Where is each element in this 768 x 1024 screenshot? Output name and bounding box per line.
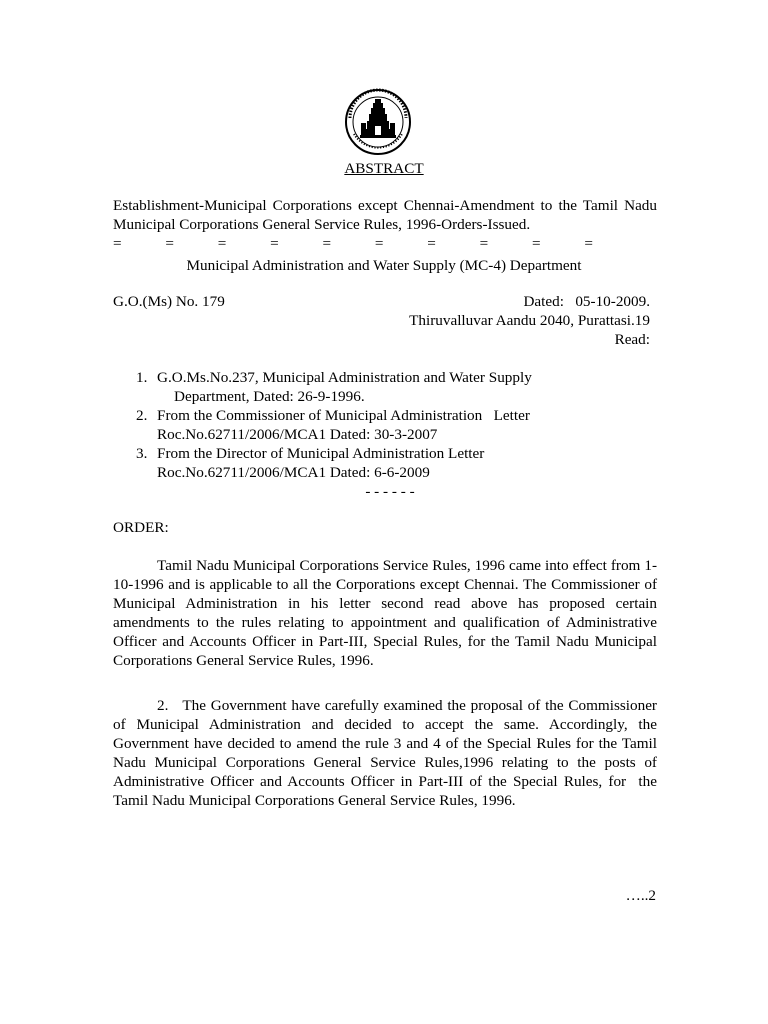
reference-text: From the Commissioner of Municipal Administration Letter bbox=[157, 407, 530, 424]
separator-row bbox=[113, 234, 593, 253]
separator-mark: = bbox=[427, 235, 436, 252]
paragraph-2-text: 2. The Government have carefully examined the proposal of the Commissioner of Municipal Administration and decided to accept the same. Accordingly, the Government have decided to amend the rule 3 and 4 of the Special Rules for the Tamil Nadu Municipal Corporations General Service Rules,1996 relating to the posts of Administrative Officer and Accounts Officer in Part-III of the Special Rules, for the Tamil Nadu Municipal Corporations General Service Rules, 1996. bbox=[113, 697, 661, 809]
paragraph-2 bbox=[113, 696, 661, 810]
subject-line: Establishment-Municipal Corporations except Chennai-Amendment to the Tamil Nadu Municipal Corporations General Service Rules, 1996-Orders-Issued. bbox=[113, 197, 657, 233]
reference-text: From the Director of Municipal Administration Letter bbox=[157, 445, 485, 462]
government-emblem-icon bbox=[344, 88, 412, 156]
reference-item bbox=[113, 406, 657, 444]
abstract-title: ABSTRACT bbox=[344, 160, 424, 177]
reference-number: 2. bbox=[136, 407, 148, 424]
separator-mark: = bbox=[532, 235, 541, 252]
paragraph-1 bbox=[113, 556, 657, 670]
separator-mark: = bbox=[217, 235, 227, 252]
tamil-calendar-date: Thiruvalluvar Aandu 2040, Purattasi.19 bbox=[409, 312, 650, 329]
separator-mark: = bbox=[113, 235, 122, 252]
reference-text: Roc.No.62711/2006/MCA1 Dated: 30-3-2007 bbox=[157, 426, 438, 443]
reference-text: Department, Dated: 26-9-1996. bbox=[174, 388, 365, 405]
paragraph-1-text: Tamil Nadu Municipal Corporations Service Rules, 1996 came into effect from 1-10-1996 and is applicable to all the Corporations except Chennai. The Commissioner of Municipal Administration in his letter second read above has proposed certain amendments to the rules relating to appointment and qualification of Administrative Officer and Accounts Officer in Part-III, Special Rules, for the Tamil Nadu Municipal Corporations General Service Rules, 1996. bbox=[113, 557, 657, 669]
separator-mark: = bbox=[270, 235, 279, 252]
reference-item bbox=[113, 444, 657, 482]
read-label: Read: bbox=[614, 331, 650, 348]
separator-mark: = bbox=[322, 235, 332, 252]
go-number: G.O.(Ms) No. 179 bbox=[113, 293, 225, 310]
separator-mark: = bbox=[374, 235, 384, 252]
reference-item bbox=[113, 368, 657, 406]
order-date: Dated: 05-10-2009. bbox=[523, 293, 650, 310]
department-name: Municipal Administration and Water Supply (MC-4) Department bbox=[186, 257, 582, 274]
separator-mark: = bbox=[584, 235, 593, 252]
reference-text: G.O.Ms.No.237, Municipal Administration and Water Supply bbox=[157, 369, 532, 386]
reference-number: 1. bbox=[136, 369, 148, 386]
dash-separator: - - - - - - bbox=[365, 483, 415, 500]
reference-number: 3. bbox=[136, 445, 148, 462]
order-heading: ORDER: bbox=[113, 519, 169, 536]
reference-list bbox=[113, 368, 657, 482]
separator-mark: = bbox=[479, 235, 489, 252]
separator-mark: = bbox=[165, 235, 174, 252]
page-continuation: …..2 bbox=[625, 887, 656, 904]
reference-text: Roc.No.62711/2006/MCA1 Dated: 6-6-2009 bbox=[157, 464, 430, 481]
